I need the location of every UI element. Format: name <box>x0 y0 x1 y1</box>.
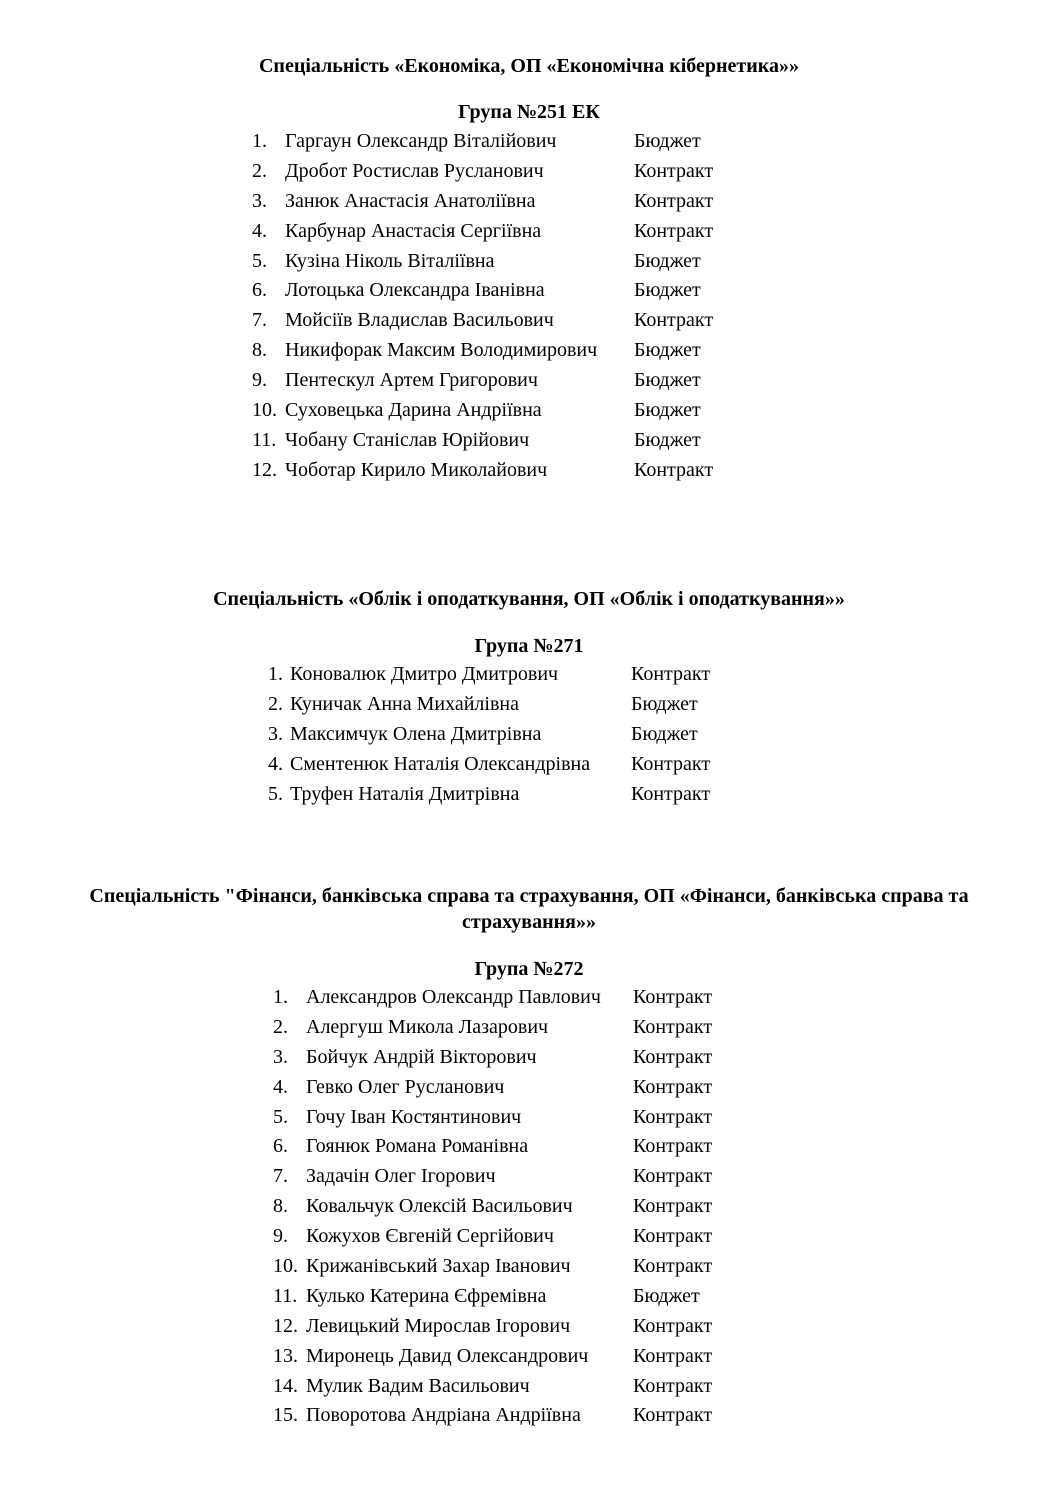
student-number: 4. <box>268 752 283 775</box>
student-funding-status: Бюджет <box>634 369 701 392</box>
student-funding-status: Контракт <box>633 1195 713 1218</box>
student-number: 15. <box>273 1404 298 1427</box>
section-heading-accounting: Спеціальність «Облік і оподаткування, ОП «Облік і оподаткування»» <box>213 588 845 610</box>
student-number: 5. <box>252 249 267 272</box>
student-number: 3. <box>273 1045 288 1068</box>
student-number: 4. <box>252 219 267 242</box>
student-name: Дробот Ростислав Русланович <box>285 159 544 182</box>
student-funding-status: Контракт <box>633 1344 713 1367</box>
student-name: Гочу Іван Костянтинович <box>306 1105 522 1128</box>
student-name: Сментенюк Наталія Олександрівна <box>290 752 591 775</box>
student-name: Мойсіїв Владислав Васильович <box>285 309 554 332</box>
student-name: Ковальчук Олексій Васильович <box>306 1195 573 1218</box>
section-heading-finance <box>40 883 1018 935</box>
student-number: 2. <box>273 1015 288 1038</box>
student-funding-status: Бюджет <box>634 428 701 451</box>
student-number: 8. <box>273 1195 288 1218</box>
student-funding-status: Контракт <box>633 1075 713 1098</box>
student-name: Гоянюк Романа Романівна <box>306 1135 529 1158</box>
student-name: Труфен Наталія Дмитрівна <box>290 782 520 805</box>
student-number: 11. <box>273 1284 298 1307</box>
student-name: Суховецька Дарина Андріївна <box>285 399 542 422</box>
section-heading-finance-line2: страхування»» <box>462 911 596 933</box>
student-name: Крижанівський Захар Іванович <box>306 1255 571 1278</box>
student-funding-status: Контракт <box>633 1135 713 1158</box>
student-number: 9. <box>252 369 267 392</box>
student-funding-status: Бюджет <box>633 1284 700 1307</box>
student-number: 9. <box>273 1225 288 1248</box>
student-number: 10. <box>252 399 277 422</box>
student-funding-status: Бюджет <box>634 399 701 422</box>
student-name: Кожухов Євгеній Сергійович <box>306 1225 554 1248</box>
student-funding-status: Контракт <box>634 189 714 212</box>
student-number: 5. <box>273 1105 288 1128</box>
student-name: Пентескул Артем Григорович <box>285 369 538 392</box>
student-funding-status: Контракт <box>631 752 711 775</box>
student-funding-status: Контракт <box>634 309 714 332</box>
student-funding-status: Бюджет <box>634 339 701 362</box>
student-number: 1. <box>252 130 267 152</box>
student-funding-status: Контракт <box>634 219 714 242</box>
student-name: Максимчук Олена Дмитрівна <box>290 722 542 745</box>
student-funding-status: Контракт <box>634 159 714 182</box>
student-number: 10. <box>273 1255 298 1278</box>
student-name: Левицький Мирослав Ігорович <box>306 1314 571 1337</box>
student-name: Коновалюк Дмитро Дмитрович <box>290 663 559 685</box>
student-funding-status: Контракт <box>633 1404 713 1427</box>
student-name: Мулик Вадим Васильович <box>306 1374 530 1397</box>
student-name: Гевко Олег Русланович <box>306 1075 505 1098</box>
student-funding-status: Контракт <box>633 1045 713 1068</box>
student-funding-status: Контракт <box>633 986 713 1008</box>
student-number: 12. <box>252 458 277 481</box>
student-number: 12. <box>273 1314 298 1337</box>
student-number: 11. <box>252 428 277 451</box>
student-number: 14. <box>273 1374 298 1397</box>
student-number: 3. <box>268 722 283 745</box>
student-name: Кулько Катерина Єфремівна <box>306 1284 547 1307</box>
student-number: 3. <box>252 189 267 212</box>
student-funding-status: Контракт <box>631 782 711 805</box>
student-funding-status: Контракт <box>633 1225 713 1248</box>
student-number: 6. <box>273 1135 288 1158</box>
student-funding-status: Бюджет <box>634 130 701 152</box>
student-name: Гаргаун Олександр Віталійович <box>285 130 557 152</box>
section-heading-economics: Спеціальність «Економіка, ОП «Економічна кібернетика»» <box>258 55 800 77</box>
group-title-272: Група №272 <box>474 958 584 980</box>
student-name: Кузіна Ніколь Віталіївна <box>285 249 495 272</box>
student-number: 1. <box>268 663 283 685</box>
student-number: 13. <box>273 1344 298 1367</box>
student-number: 8. <box>252 339 267 362</box>
student-funding-status: Контракт <box>633 1165 713 1188</box>
student-number: 5. <box>268 782 283 805</box>
student-number: 4. <box>273 1075 288 1098</box>
student-funding-status: Контракт <box>633 1255 713 1278</box>
student-number: 7. <box>252 309 267 332</box>
student-funding-status: Бюджет <box>631 692 698 715</box>
student-funding-status: Контракт <box>633 1105 713 1128</box>
student-name: Никифорак Максим Володимирович <box>285 339 598 362</box>
group-title-271: Група №271 <box>474 635 584 657</box>
student-funding-status: Контракт <box>631 663 711 685</box>
student-name: Александров Олександр Павлович <box>306 986 601 1008</box>
student-funding-status: Контракт <box>633 1314 713 1337</box>
student-funding-status: Контракт <box>634 458 714 481</box>
student-funding-status: Бюджет <box>634 249 701 272</box>
section-heading-finance-line1: Спеціальність "Фінанси, банківська справа та страхування, ОП «Фінанси, банківська справа та <box>89 885 969 907</box>
student-number: 6. <box>252 279 267 302</box>
group-title-251: Група №251 ЕК <box>458 101 600 123</box>
student-number: 2. <box>252 159 267 182</box>
student-name: Миронець Давид Олександрович <box>306 1344 589 1367</box>
student-name: Чобану Станіслав Юрійович <box>285 428 530 451</box>
student-name: Алергуш Микола Лазарович <box>306 1015 549 1038</box>
student-name: Задачін Олег Ігорович <box>306 1165 496 1188</box>
student-funding-status: Контракт <box>633 1374 713 1397</box>
student-name: Занюк Анастасія Анатоліївна <box>285 189 536 212</box>
student-name: Лотоцька Олександра Іванівна <box>285 279 545 302</box>
student-funding-status: Контракт <box>633 1015 713 1038</box>
student-name: Карбунар Анастасія Сергіївна <box>285 219 542 242</box>
student-name: Поворотова Андріана Андріївна <box>306 1404 581 1427</box>
student-name: Бойчук Андрій Вікторович <box>306 1045 537 1068</box>
student-number: 1. <box>273 986 288 1008</box>
student-name: Куничак Анна Михайлівна <box>290 692 519 715</box>
student-name: Чоботар Кирило Миколайович <box>285 458 548 481</box>
student-number: 7. <box>273 1165 288 1188</box>
student-funding-status: Бюджет <box>631 722 698 745</box>
student-number: 2. <box>268 692 283 715</box>
student-funding-status: Бюджет <box>634 279 701 302</box>
